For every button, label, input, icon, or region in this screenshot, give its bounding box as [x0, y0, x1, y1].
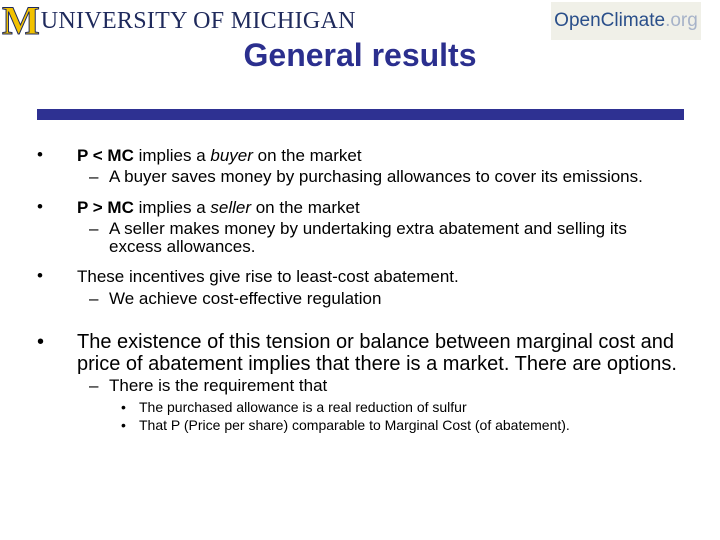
title-divider	[37, 109, 684, 120]
university-logo	[2, 0, 356, 43]
bullet-1-post: on the market	[252, 146, 362, 165]
block-m-logo: M	[2, 0, 39, 43]
logo-org: .org	[665, 10, 698, 31]
bullet-1-pre: implies a	[133, 146, 211, 165]
bullet-dot: •	[37, 145, 43, 164]
dash: –	[89, 289, 99, 308]
bullet-4-subsub1: The purchased allowance is a real reduction of sulfur	[139, 399, 467, 415]
bullet-3: These incentives give rise to least-cost abatement.	[77, 267, 459, 286]
bullet-4-line2: price of abatement implies that there is a market. There are options.	[77, 353, 677, 375]
bullet-2-sub-line2: excess allowances.	[109, 237, 256, 256]
bullet-2-pre: implies a	[133, 198, 211, 217]
bullet-dot: •	[37, 266, 43, 285]
bullet-2-bold: P > MC	[77, 198, 134, 217]
bullet-1-bold: P < MC	[77, 146, 134, 165]
bullet-4-sub: There is the requirement that	[109, 376, 328, 395]
logo-climate: Climate	[600, 10, 666, 31]
dash: –	[89, 167, 99, 186]
bullet-dot: •	[121, 417, 126, 433]
bullet-3-sub: We achieve cost-effective regulation	[109, 289, 382, 308]
slide-title: General results	[243, 37, 477, 73]
bullet-2-em: seller	[210, 198, 251, 217]
bullet-4-line1: The existence of this tension or balance between marginal cost and	[77, 331, 675, 353]
bullet-2-sub-line1: A seller makes money by undertaking extra abatement and selling its	[109, 219, 627, 238]
bullet-4-subsub2: That P (Price per share) comparable to Marginal Cost (of abatement).	[139, 417, 570, 433]
bullet-dot: •	[37, 331, 45, 353]
university-name: UNIVERSITY OF MICHIGAN	[40, 8, 356, 34]
openclimate-logo	[551, 2, 701, 40]
logo-open: Open	[554, 10, 601, 31]
bullet-dot: •	[37, 197, 43, 216]
dash: –	[89, 219, 99, 238]
bullet-1-em: buyer	[210, 146, 253, 165]
bullet-1-sub: A buyer saves money by purchasing allowances to cover its emissions.	[109, 167, 643, 186]
bullet-1	[77, 146, 362, 166]
bullet-2	[77, 198, 360, 218]
bullet-2-post: on the market	[251, 198, 360, 217]
bullet-dot: •	[121, 399, 126, 415]
dash: –	[89, 376, 99, 395]
